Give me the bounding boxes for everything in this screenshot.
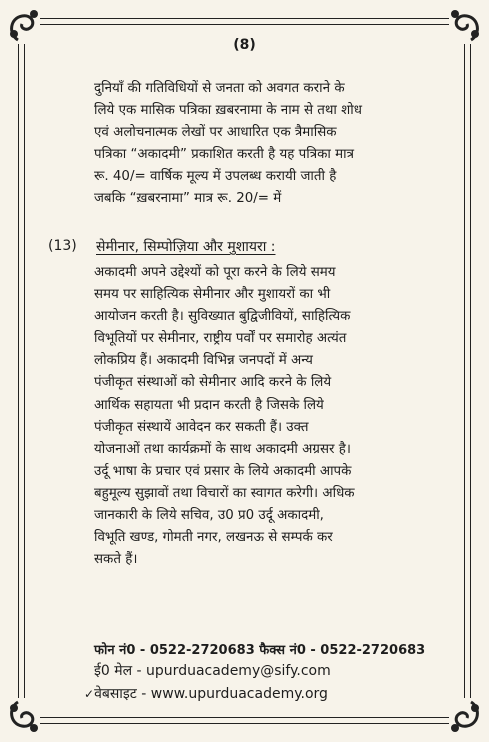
text-line: लोकप्रिय हैं। अकादमी विभिन्न जनपदों में अन्य <box>94 353 313 369</box>
text-line: विभूतियों पर सेमीनार, राष्ट्रीय पर्वों पर समारोह अत्यंत <box>94 331 347 347</box>
text-line: बहुमूल्य सुझावों तथा विचारों का स्वागत करेगी। अधिक <box>94 485 355 501</box>
text-line: समय पर साहित्यिक सेमीनार और मुशायरों का भी <box>94 287 331 303</box>
text-line: जानकारी के लिये सचिव, उ0 प्र0 उर्दू अकादमी, <box>94 508 324 524</box>
frame-right-border <box>464 44 471 698</box>
page-number: (8) <box>233 37 256 53</box>
section-paragraph <box>94 262 448 571</box>
corner-ornament-bottom-right <box>441 694 485 738</box>
check-mark-icon: ✓ <box>84 687 95 701</box>
text-line: एवं अलोचनात्मक लेखों पर आधारित एक त्रैमासिक <box>94 124 337 140</box>
section-number: (13) <box>48 238 77 254</box>
text-line: दुनियाँ की गतिविधियों से जनता को अवगत कराने के <box>94 81 345 96</box>
text-line: विभूति खण्ड, गोमती नगर, लखनऊ से सम्पर्क कर <box>94 530 333 546</box>
frame-bottom-border <box>40 717 449 724</box>
intro-paragraph <box>94 78 448 209</box>
text-line: अकादमी अपने उद्देश्यों को पूरा करने के लिये समय <box>94 265 336 280</box>
text-line: आयोजन करती है। सुविख्यात बुद्विजीवियों, साहित्यिक <box>94 309 351 325</box>
email-line: ई0 मेल - upurduacademy@sify.com <box>94 663 331 679</box>
text-line: योजनाओं तथा कार्यक्रमों के साथ अकादमी अग्रसर है। <box>94 441 351 457</box>
text-line: पंजीकृत संस्थायें आवेदन कर सकती हैं। उक्त <box>94 419 309 435</box>
text-line: आर्थिक सहायता भी प्रदान करती है जिसके लिये <box>94 397 324 413</box>
text-line: रू. 40/= वार्षिक मूल्य में उपलब्ध करायी जाती है <box>94 168 337 184</box>
text-line: पत्रिका “अकादमी” प्रकाशित करती है यह पत्रिका मात्र <box>94 146 354 162</box>
website-line <box>84 684 328 703</box>
text-line: जबकि “ख़बरनामा” मात्र रू. 20/= में <box>94 190 282 206</box>
section-heading: सेमीनार, सिम्पोज़िया और मुशायरा : <box>96 239 276 255</box>
text-line: सकते हैं। <box>94 552 138 568</box>
frame-left-border <box>18 44 25 698</box>
text-line: पंजीकृत संस्थाओं को सेमीनार आदि करने के लिये <box>94 375 332 391</box>
frame-top-border <box>40 18 449 25</box>
text-line: लिये एक मासिक पत्रिका ख़बरनामा के नाम से तथा शोध <box>94 102 362 118</box>
website-text: वेबसाइट - www.upurduacademy.org <box>94 686 328 702</box>
phone-fax-line: फोन नं0 - 0522-2720683 फैक्स नं0 - 0522-2720683 <box>94 643 426 658</box>
text-line: उर्दू भाषा के प्रचार एवं प्रसार के लिये अकादमी आपके <box>94 463 352 479</box>
corner-ornament-bottom-left <box>4 694 48 738</box>
